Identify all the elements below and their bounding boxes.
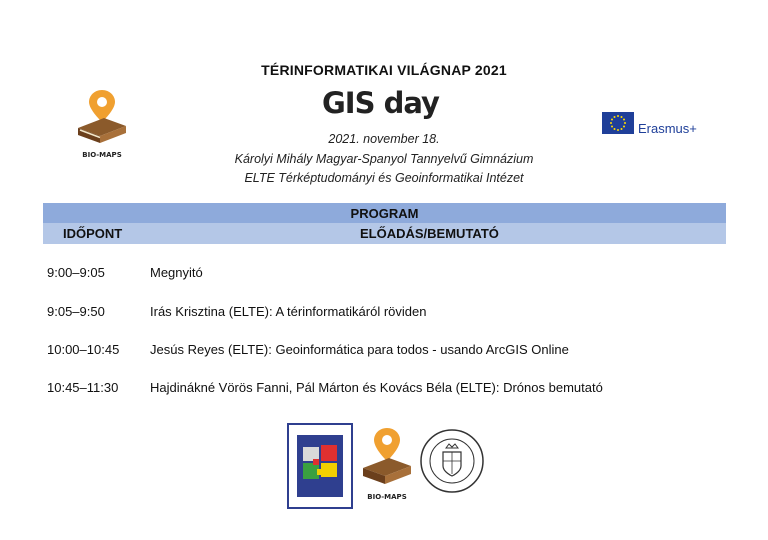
row-talk: Hajdinákné Vörös Fanni, Pál Márton és Kovács Béla (ELTE): Drónos bemutató [150,380,603,395]
biomaps-logo [74,88,130,159]
school-name: Károlyi Mihály Magyar-Spanyol Tannyelvű Gimnázium [234,152,534,166]
book-pin-icon [360,426,414,488]
biomaps-logo-bottom [360,426,414,506]
erasmus-label: Erasmus+ [638,121,697,136]
row-talk: Irás Krisztina (ELTE): A térinformatikáról röviden [150,304,427,319]
column-header-time: IDŐPONT [63,226,123,241]
row-time: 9:05–9:50 [47,304,105,319]
eu-flag-icon [602,112,634,134]
program-heading: PROGRAM [350,206,419,221]
row-talk: Megnyitó [150,265,203,280]
column-header-talk: ELŐADÁS/BEMUTATÓ [360,226,499,241]
gis-day-logo: GIS day [322,86,439,120]
university-seal-icon [419,428,485,494]
row-time: 10:45–11:30 [47,380,119,395]
institute-name: ELTE Térképtudományi és Geoinformatikai Intézet [244,171,524,185]
row-time: 10:00–10:45 [47,342,120,357]
book-pin-icon [74,88,130,146]
event-title: TÉRINFORMATIKAI VILÁGNAP 2021 [261,62,507,78]
school-logo [287,423,353,509]
row-talk: Jesús Reyes (ELTE): Geoinformática para todos - usando ArcGIS Online [150,342,569,357]
row-time: 9:00–9:05 [47,265,105,280]
elte-seal [419,428,485,499]
biomaps-label: BIO-MAPS [82,151,122,159]
puzzle-logo-icon [287,423,353,509]
biomaps-label-bottom: BIO-MAPS [367,493,407,501]
event-date: 2021. november 18. [328,132,440,146]
